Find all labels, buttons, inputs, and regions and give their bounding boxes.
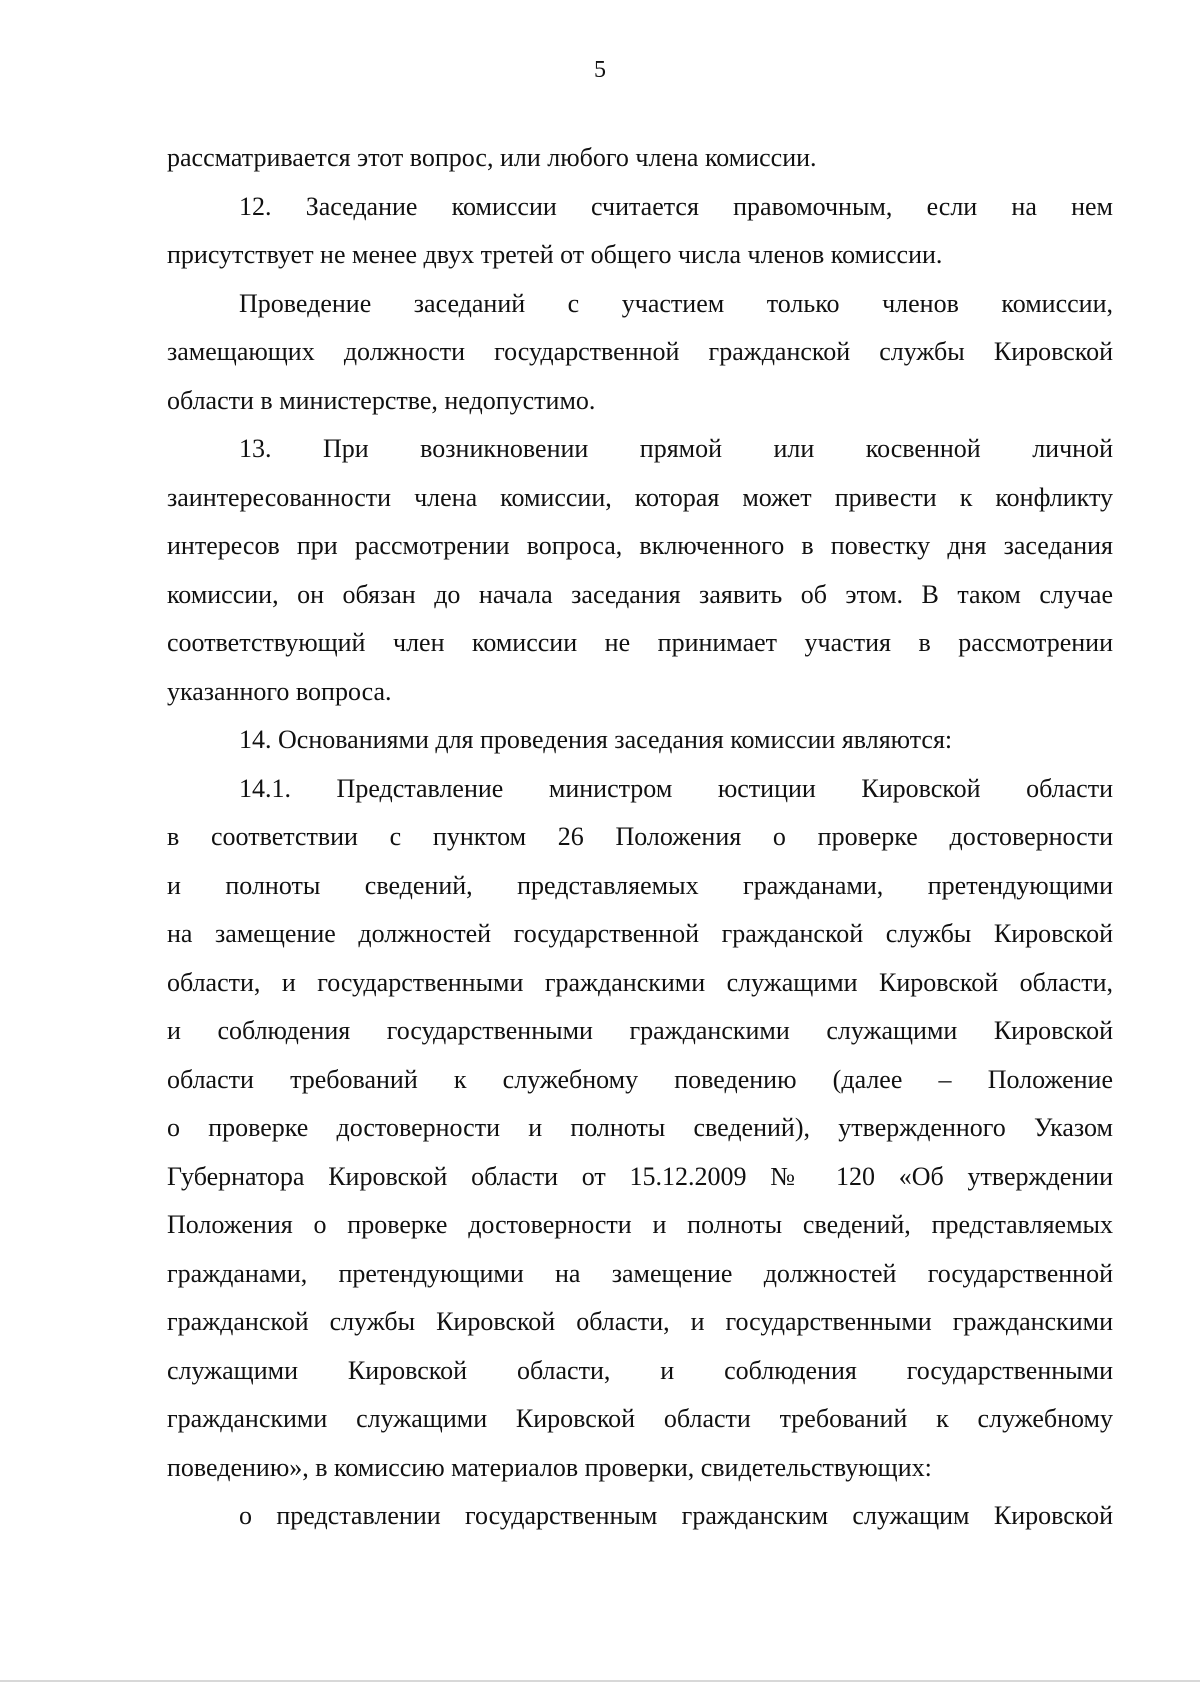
text-line: гражданами, претендующими на замещение должностей государственной: [167, 1258, 1113, 1288]
text-line: поведению», в комиссию материалов проверки, свидетельствующих:: [167, 1452, 932, 1482]
text-line: комиссии, он обязан до начала заседания заявить об этом. В таком случае: [167, 579, 1113, 609]
text-line: Проведение заседаний с участием только членов комиссии,: [239, 288, 1113, 318]
text-line: служащими Кировской области, и соблюдения государственными: [167, 1355, 1113, 1385]
text-line: 14. Основаниями для проведения заседания комиссии являются:: [239, 725, 953, 754]
text-line: на замещение должностей государственной гражданской службы Кировской: [167, 919, 1113, 948]
text-line: 13. При возникновении прямой или косвенной личной: [239, 434, 1113, 463]
text-line: и полноты сведений, представляемых гражданами, претендующими: [167, 870, 1113, 900]
text-line: гражданскими служащими Кировской области требований к служебному: [167, 1404, 1113, 1433]
text-line: гражданской службы Кировской области, и государственными гражданскими: [167, 1307, 1113, 1336]
text-line: области требований к служебному поведению (далее – Положение: [167, 1064, 1113, 1094]
text-line: присутствует не менее двух третей от общего числа членов комиссии.: [167, 240, 943, 269]
text-line: соответствующий член комиссии не принимает участия в рассмотрении: [167, 628, 1113, 657]
text-line: и соблюдения государственными гражданскими служащими Кировской: [167, 1016, 1113, 1045]
text-line: 12. Заседание комиссии считается правомочным, если на нем: [239, 191, 1113, 221]
text-line: 14.1. Представление министром юстиции Кировской области: [239, 773, 1113, 803]
text-line: Губернатора Кировской области от 15.12.2009 № 120 «Об утверждении: [167, 1161, 1113, 1191]
scan-edge: [0, 1680, 1200, 1682]
text-line: области в министерстве, недопустимо.: [167, 385, 596, 415]
text-line: о проверке достоверности и полноты сведений), утвержденного Указом: [167, 1113, 1113, 1142]
text-line: заинтересованности члена комиссии, которая может привести к конфликту: [167, 482, 1113, 512]
text-line: в соответствии с пунктом 26 Положения о проверке достоверности: [167, 822, 1113, 851]
text-line: указанного вопроса.: [167, 676, 392, 706]
text-line: интересов при рассмотрении вопроса, включенного в повестку дня заседания: [167, 531, 1113, 560]
document-body: [167, 134, 1113, 1541]
text-line: о представлении государственным гражданским служащим Кировской: [239, 1501, 1113, 1530]
text-line: замещающих должности государственной гражданской службы Кировской: [167, 337, 1113, 366]
text-line: области, и государственными гражданскими служащими Кировской области,: [167, 967, 1113, 997]
text-line: рассматривается этот вопрос, или любого члена комиссии.: [167, 143, 817, 172]
text-line: Положения о проверке достоверности и полноты сведений, представляемых: [167, 1210, 1113, 1239]
page-number: 5: [594, 57, 606, 83]
